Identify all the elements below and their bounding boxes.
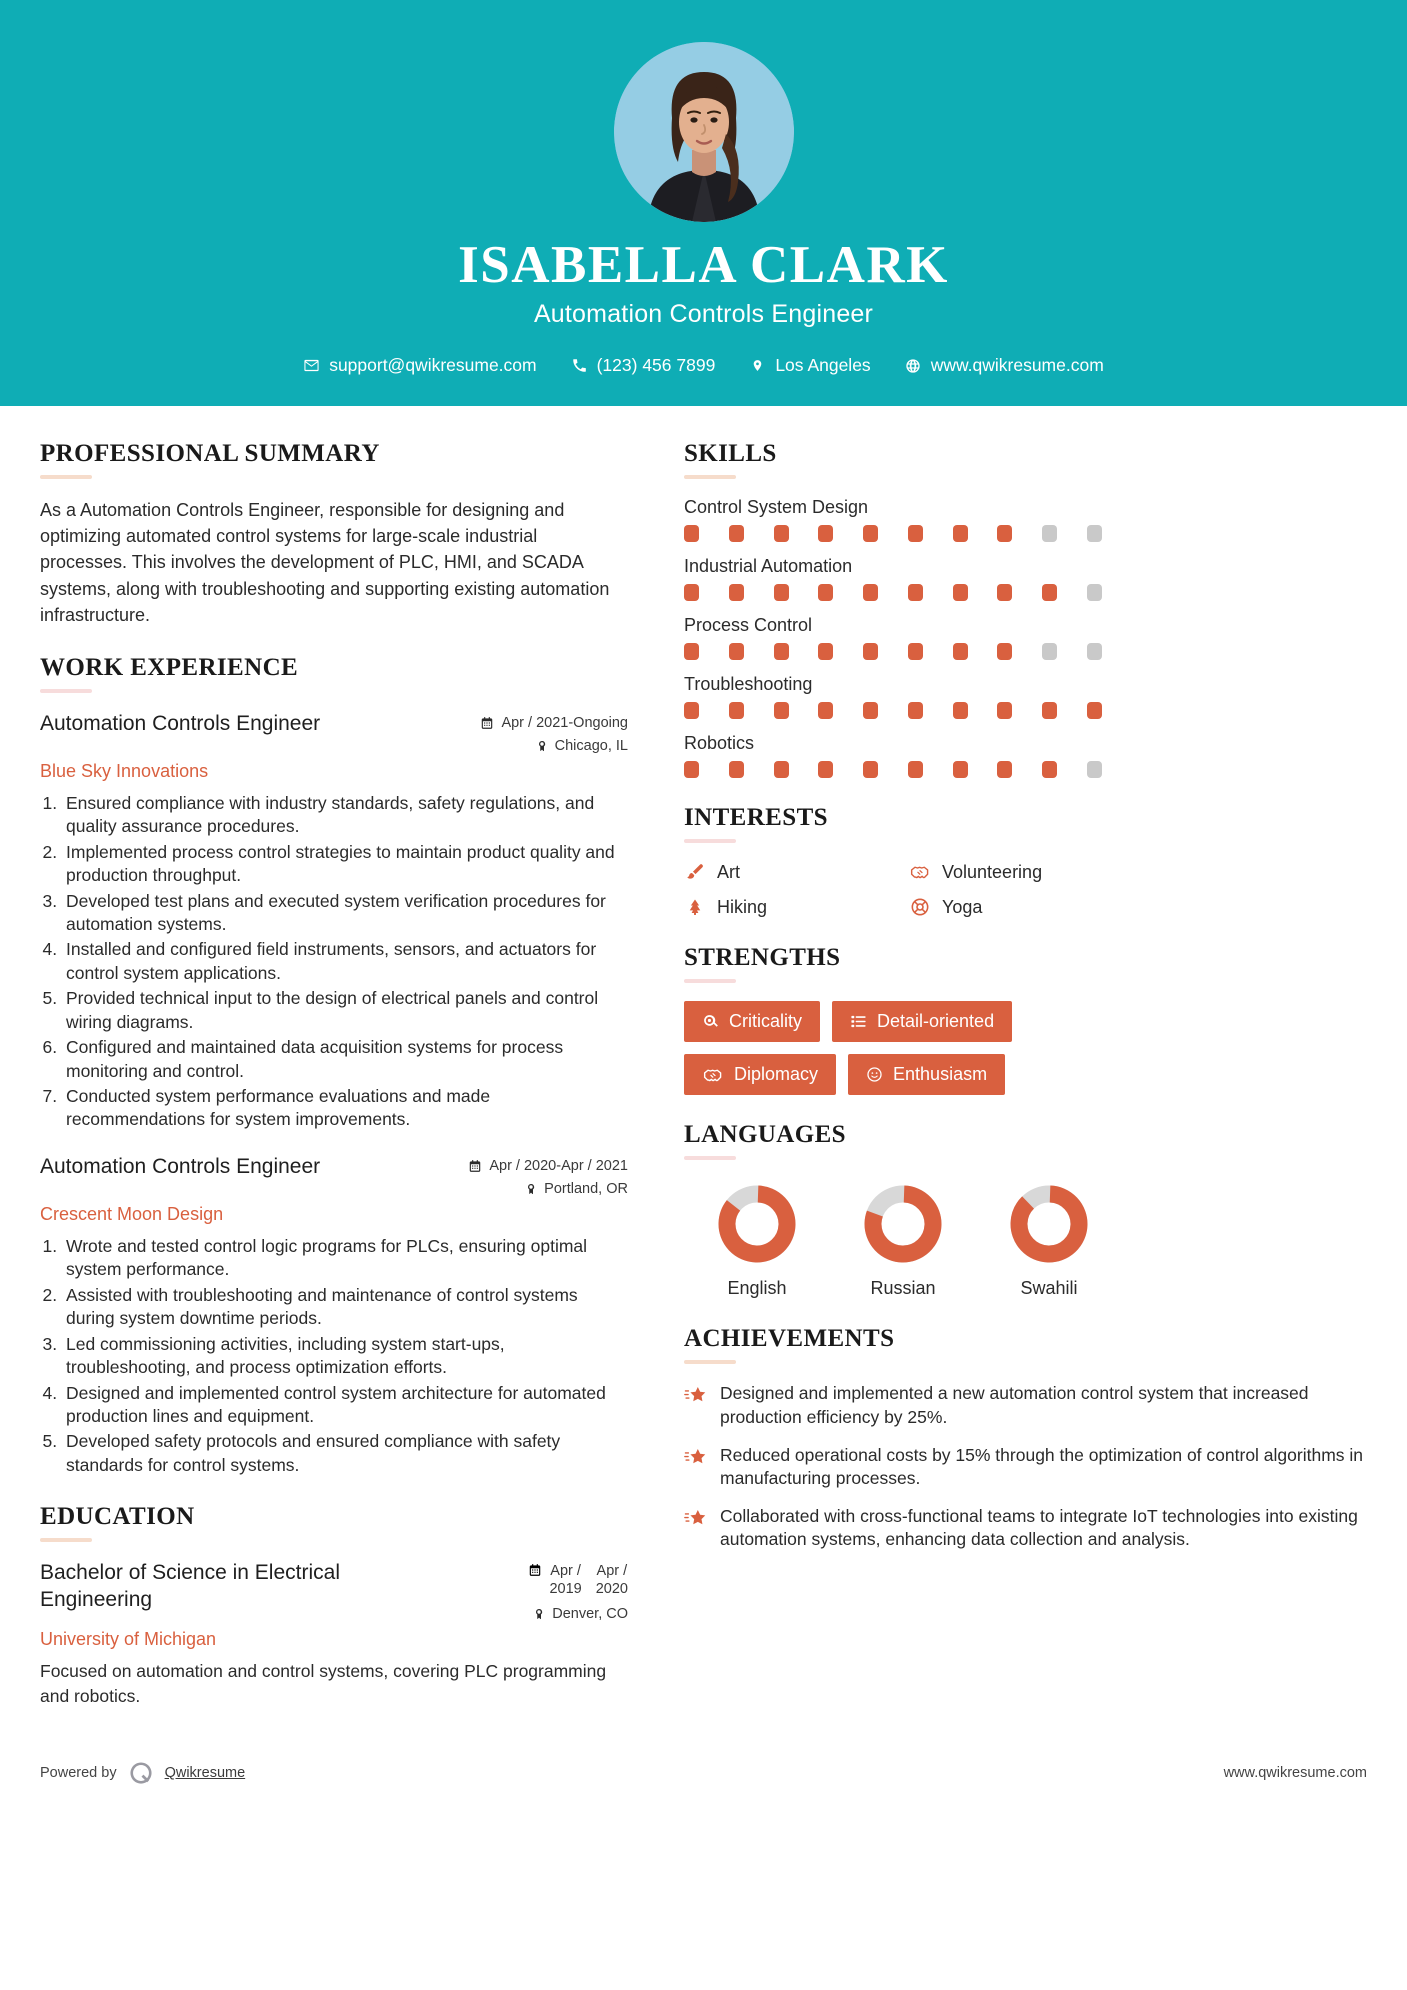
section-title-achievements: ACHIEVEMENTS xyxy=(684,1325,895,1353)
section-title-languages: LANGUAGES xyxy=(684,1121,846,1149)
job-bullet: 1. Ensured compliance with industry standards, safety regulations, and quality assurance procedures. xyxy=(62,792,628,839)
section-rule xyxy=(684,979,736,983)
skill-dot xyxy=(1042,584,1057,601)
section-rule xyxy=(40,1538,92,1542)
education-dates xyxy=(448,1563,628,1598)
skill-dot xyxy=(1087,525,1102,542)
language-item xyxy=(830,1178,976,1299)
strength-chip xyxy=(848,1054,1005,1095)
skill-dot xyxy=(684,525,699,542)
job-header xyxy=(40,711,628,761)
skill-dot xyxy=(774,525,789,542)
skill-rating xyxy=(684,761,1102,778)
section-rule xyxy=(684,1360,736,1364)
achievement-text: Collaborated with cross-functional teams to integrate IoT technologies into existing automation systems, enhancing data collection and analysis. xyxy=(720,1505,1358,1550)
language-donut-chart xyxy=(861,1182,945,1266)
section-title-education: EDUCATION xyxy=(40,1503,195,1531)
section-skills xyxy=(684,440,1367,778)
contact-location-text: Los Angeles xyxy=(775,355,871,376)
contact-email-text: support@qwikresume.com xyxy=(329,355,537,376)
section-rule xyxy=(684,1156,736,1160)
skill-dot xyxy=(774,761,789,778)
job-bullet: 5. Provided technical input to the design of electrical panels and control wiring diagrams. xyxy=(62,987,628,1034)
envelope-icon xyxy=(303,357,320,374)
education-location-text: Denver, CO xyxy=(552,1606,628,1623)
skill-row xyxy=(684,733,1367,778)
right-column xyxy=(654,440,1367,1734)
skill-name: Robotics xyxy=(684,733,755,754)
skill-dot xyxy=(863,584,878,601)
education-degree: Bachelor of Science in Electrical Engineering xyxy=(40,1561,340,1611)
contact-phone-text: (123) 456 7899 xyxy=(596,355,716,376)
section-interests xyxy=(684,804,1367,918)
skill-rating xyxy=(684,584,1102,601)
section-title-experience: WORK EXPERIENCE xyxy=(40,653,299,681)
education-header xyxy=(40,1560,628,1629)
star-badge-icon xyxy=(684,1382,708,1407)
interest-item xyxy=(909,861,1124,883)
job-bullet: 7. Conducted system performance evaluations and made recommendations for system improvements. xyxy=(62,1085,628,1132)
skill-rating xyxy=(684,643,1102,660)
skill-name: Troubleshooting xyxy=(684,674,813,695)
list-icon xyxy=(850,1013,867,1030)
skill-row xyxy=(684,674,1367,719)
section-title-strengths: STRENGTHS xyxy=(684,944,841,972)
star-badge-icon xyxy=(684,1444,708,1469)
phone-icon xyxy=(571,357,588,374)
left-column xyxy=(40,440,654,1734)
page-title: ISABELLA CLARK xyxy=(458,236,949,294)
contact-row xyxy=(0,355,1407,376)
skill-dot xyxy=(818,702,833,719)
skill-dot xyxy=(908,702,923,719)
contact-phone[interactable] xyxy=(554,355,733,376)
powered-by-label: Powered by xyxy=(40,1765,117,1782)
skill-row xyxy=(684,615,1367,660)
education-description: Focused on automation and control systems, covering PLC programming and robotics. xyxy=(40,1661,607,1706)
calendar-icon xyxy=(528,1563,542,1581)
strength-label: Criticality xyxy=(729,1011,803,1032)
interest-label: Hiking xyxy=(717,896,768,917)
calendar-icon xyxy=(468,1159,482,1173)
handshake-icon xyxy=(702,1065,724,1085)
qwikresume-logo-icon xyxy=(128,1760,154,1786)
achievement-item xyxy=(684,1505,1367,1552)
skill-row xyxy=(684,556,1367,601)
achievement-list xyxy=(684,1382,1367,1552)
smiley-icon xyxy=(866,1066,883,1083)
skill-dot xyxy=(774,643,789,660)
contact-location xyxy=(732,355,887,376)
section-languages xyxy=(684,1121,1367,1299)
education-entry xyxy=(40,1560,628,1708)
job-bullet: 4. Designed and implemented control system architecture for automated production lines and equipment. xyxy=(62,1382,628,1429)
strength-label: Detail-oriented xyxy=(877,1011,995,1032)
education-end-year: 2020 xyxy=(595,1580,628,1597)
language-donut-chart xyxy=(1007,1182,1091,1266)
education-end-date xyxy=(596,1563,628,1598)
achievement-item xyxy=(684,1444,1367,1491)
job-title: Automation Controls Engineer xyxy=(40,1154,321,1178)
skill-dot xyxy=(863,702,878,719)
contact-email[interactable] xyxy=(286,355,553,376)
skill-dot xyxy=(818,761,833,778)
skill-dot xyxy=(729,761,744,778)
language-list xyxy=(684,1178,1124,1299)
skill-rating xyxy=(684,525,1102,542)
contact-website[interactable] xyxy=(888,355,1121,376)
job-bullet-list xyxy=(62,792,628,1132)
interest-label: Art xyxy=(717,861,741,882)
footer-url[interactable]: www.qwikresume.com xyxy=(1223,1765,1367,1782)
skill-dot xyxy=(818,584,833,601)
resume-footer xyxy=(0,1742,1407,1808)
section-education xyxy=(40,1503,628,1708)
language-donut-chart xyxy=(715,1182,799,1266)
achievement-text: Reduced operational costs by 15% through the optimization of control algorithms in manufacturing processes. xyxy=(720,1444,1364,1489)
map-pin-icon xyxy=(536,739,548,753)
skill-dot xyxy=(684,761,699,778)
section-achievements xyxy=(684,1325,1367,1552)
skill-dot xyxy=(997,525,1012,542)
skill-dot xyxy=(908,643,923,660)
job-bullet: 1. Wrote and tested control logic programs for PLCs, ensuring optimal system performance. xyxy=(62,1235,628,1282)
job-location-text: Chicago, IL xyxy=(554,737,628,754)
lifebuoy-icon xyxy=(909,896,931,918)
skill-dot xyxy=(684,643,699,660)
interest-item xyxy=(684,896,899,918)
job-bullet: 2. Implemented process control strategies to maintain product quality and production throughput. xyxy=(62,841,628,888)
skill-list xyxy=(684,497,1367,778)
map-pin-icon xyxy=(533,1607,545,1621)
skill-dot xyxy=(729,525,744,542)
language-name: Swahili xyxy=(1020,1278,1078,1299)
language-name: Russian xyxy=(870,1278,936,1299)
skill-dot xyxy=(818,525,833,542)
section-professional-summary xyxy=(40,440,628,627)
language-item xyxy=(684,1178,830,1299)
education-end-month: Apr / xyxy=(596,1563,628,1580)
achievement-text: Designed and implemented a new automation control system that increased production efficiency by 25%. xyxy=(720,1383,1309,1427)
skill-dot xyxy=(953,584,968,601)
skill-dot xyxy=(863,643,878,660)
job-dates xyxy=(448,1158,628,1174)
job-entry xyxy=(40,1154,628,1477)
section-rule xyxy=(684,839,736,843)
education-location xyxy=(448,1606,628,1622)
skill-dot xyxy=(1087,643,1102,660)
job-dates-text: Apr / 2021-Ongoing xyxy=(501,714,628,731)
skill-dot xyxy=(1042,702,1057,719)
job-dates-text: Apr / 2020-Apr / 2021 xyxy=(489,1157,628,1174)
skill-dot xyxy=(1087,761,1102,778)
language-name: English xyxy=(727,1278,787,1299)
job-location-text: Portland, OR xyxy=(544,1180,628,1197)
skill-dot xyxy=(997,702,1012,719)
interest-label: Volunteering xyxy=(942,861,1043,882)
job-location xyxy=(448,738,628,754)
magnifier-icon xyxy=(702,1013,719,1030)
skill-name: Industrial Automation xyxy=(684,556,853,577)
skill-dot xyxy=(953,702,968,719)
interest-item xyxy=(909,896,1124,918)
pine-tree-icon xyxy=(684,896,706,918)
skill-name: Process Control xyxy=(684,615,813,636)
interest-item xyxy=(684,861,899,883)
handshake-icon xyxy=(909,861,931,883)
skill-dot xyxy=(953,643,968,660)
job-bullet: 2. Assisted with troubleshooting and maintenance of control systems during system downtime periods. xyxy=(62,1284,628,1331)
job-bullet: 3. Led commissioning activities, including system start-ups, troubleshooting, and process optimization efforts. xyxy=(62,1333,628,1380)
education-start-month: Apr / xyxy=(550,1563,581,1580)
summary-text: As a Automation Controls Engineer, responsible for designing and optimizing automated control systems for large-scale industrial processes. This involves the development of PLC, HMI, and SCADA systems, along with troubleshooting and supporting existing automation infrastructure. xyxy=(40,500,610,625)
skill-dot xyxy=(908,525,923,542)
job-company: Blue Sky Innovations xyxy=(40,760,209,781)
skill-dot xyxy=(684,702,699,719)
location-pin-icon xyxy=(749,357,766,374)
strength-chip xyxy=(684,1001,820,1042)
skill-dot xyxy=(818,643,833,660)
skill-name: Control System Design xyxy=(684,497,869,518)
education-list xyxy=(40,1560,628,1708)
skill-dot xyxy=(1042,643,1057,660)
avatar-photo xyxy=(614,42,794,222)
map-pin-icon xyxy=(525,1182,537,1196)
job-location xyxy=(448,1181,628,1197)
section-title-summary: PROFESSIONAL SUMMARY xyxy=(40,440,380,468)
section-title-skills: SKILLS xyxy=(684,440,777,468)
skill-dot xyxy=(1087,702,1102,719)
skill-dot xyxy=(908,761,923,778)
section-title-interests: INTERESTS xyxy=(684,804,828,832)
skill-dot xyxy=(908,584,923,601)
strength-label: Enthusiasm xyxy=(893,1064,988,1085)
job-dates xyxy=(448,715,628,731)
education-start-date xyxy=(549,1563,581,1598)
job-bullet-list xyxy=(62,1235,628,1477)
strength-list xyxy=(684,1001,1124,1095)
job-bullet: 3. Developed test plans and executed system verification procedures for automation systems. xyxy=(62,890,628,937)
section-work-experience xyxy=(40,654,628,1478)
skill-dot xyxy=(997,761,1012,778)
star-badge-icon xyxy=(684,1505,708,1530)
job-title: Automation Controls Engineer xyxy=(40,711,321,735)
language-item xyxy=(976,1178,1122,1299)
paintbrush-icon xyxy=(684,861,706,883)
globe-icon xyxy=(905,357,922,374)
contact-website-text: www.qwikresume.com xyxy=(930,355,1104,376)
interest-label: Yoga xyxy=(942,896,983,917)
skill-dot xyxy=(684,584,699,601)
job-bullet: 5. Developed safety protocols and ensured compliance with safety standards for control systems. xyxy=(62,1430,628,1477)
section-rule xyxy=(40,689,92,693)
skill-dot xyxy=(863,761,878,778)
education-school: University of Michigan xyxy=(40,1629,217,1650)
strength-label: Diplomacy xyxy=(734,1064,819,1085)
skill-dot xyxy=(774,584,789,601)
section-rule xyxy=(684,475,736,479)
achievement-item xyxy=(684,1382,1367,1429)
skill-dot xyxy=(774,702,789,719)
job-meta xyxy=(448,711,628,761)
skill-dot xyxy=(953,761,968,778)
interest-list xyxy=(684,861,1124,918)
calendar-icon xyxy=(480,716,494,730)
skill-dot xyxy=(863,525,878,542)
job-meta xyxy=(448,1154,628,1204)
job-bullet: 4. Installed and configured field instruments, sensors, and actuators for control system applications. xyxy=(62,938,628,985)
skill-dot xyxy=(729,584,744,601)
job-role-subtitle: Automation Controls Engineer xyxy=(533,300,874,329)
job-company: Crescent Moon Design xyxy=(40,1203,224,1224)
powered-by-block xyxy=(40,1760,245,1786)
skill-dot xyxy=(1042,525,1057,542)
skill-rating xyxy=(684,702,1102,719)
qwikresume-link[interactable]: Qwikresume xyxy=(164,1765,246,1782)
resume-body xyxy=(0,406,1407,1734)
job-list xyxy=(40,711,628,1478)
skill-dot xyxy=(997,643,1012,660)
skill-dot xyxy=(1087,584,1102,601)
job-header xyxy=(40,1154,628,1204)
education-meta xyxy=(448,1560,628,1629)
resume-header xyxy=(0,0,1407,406)
skill-dot xyxy=(729,643,744,660)
skill-row xyxy=(684,497,1367,542)
avatar xyxy=(614,42,794,222)
skill-dot xyxy=(1042,761,1057,778)
skill-dot xyxy=(953,525,968,542)
strength-chip xyxy=(684,1054,836,1095)
strength-chip xyxy=(832,1001,1012,1042)
education-start-year: 2019 xyxy=(549,1580,582,1597)
job-bullet: 6. Configured and maintained data acquisition systems for process monitoring and control. xyxy=(62,1036,628,1083)
skill-dot xyxy=(729,702,744,719)
section-strengths xyxy=(684,944,1367,1095)
job-entry xyxy=(40,711,628,1132)
skill-dot xyxy=(997,584,1012,601)
section-rule xyxy=(40,475,92,479)
